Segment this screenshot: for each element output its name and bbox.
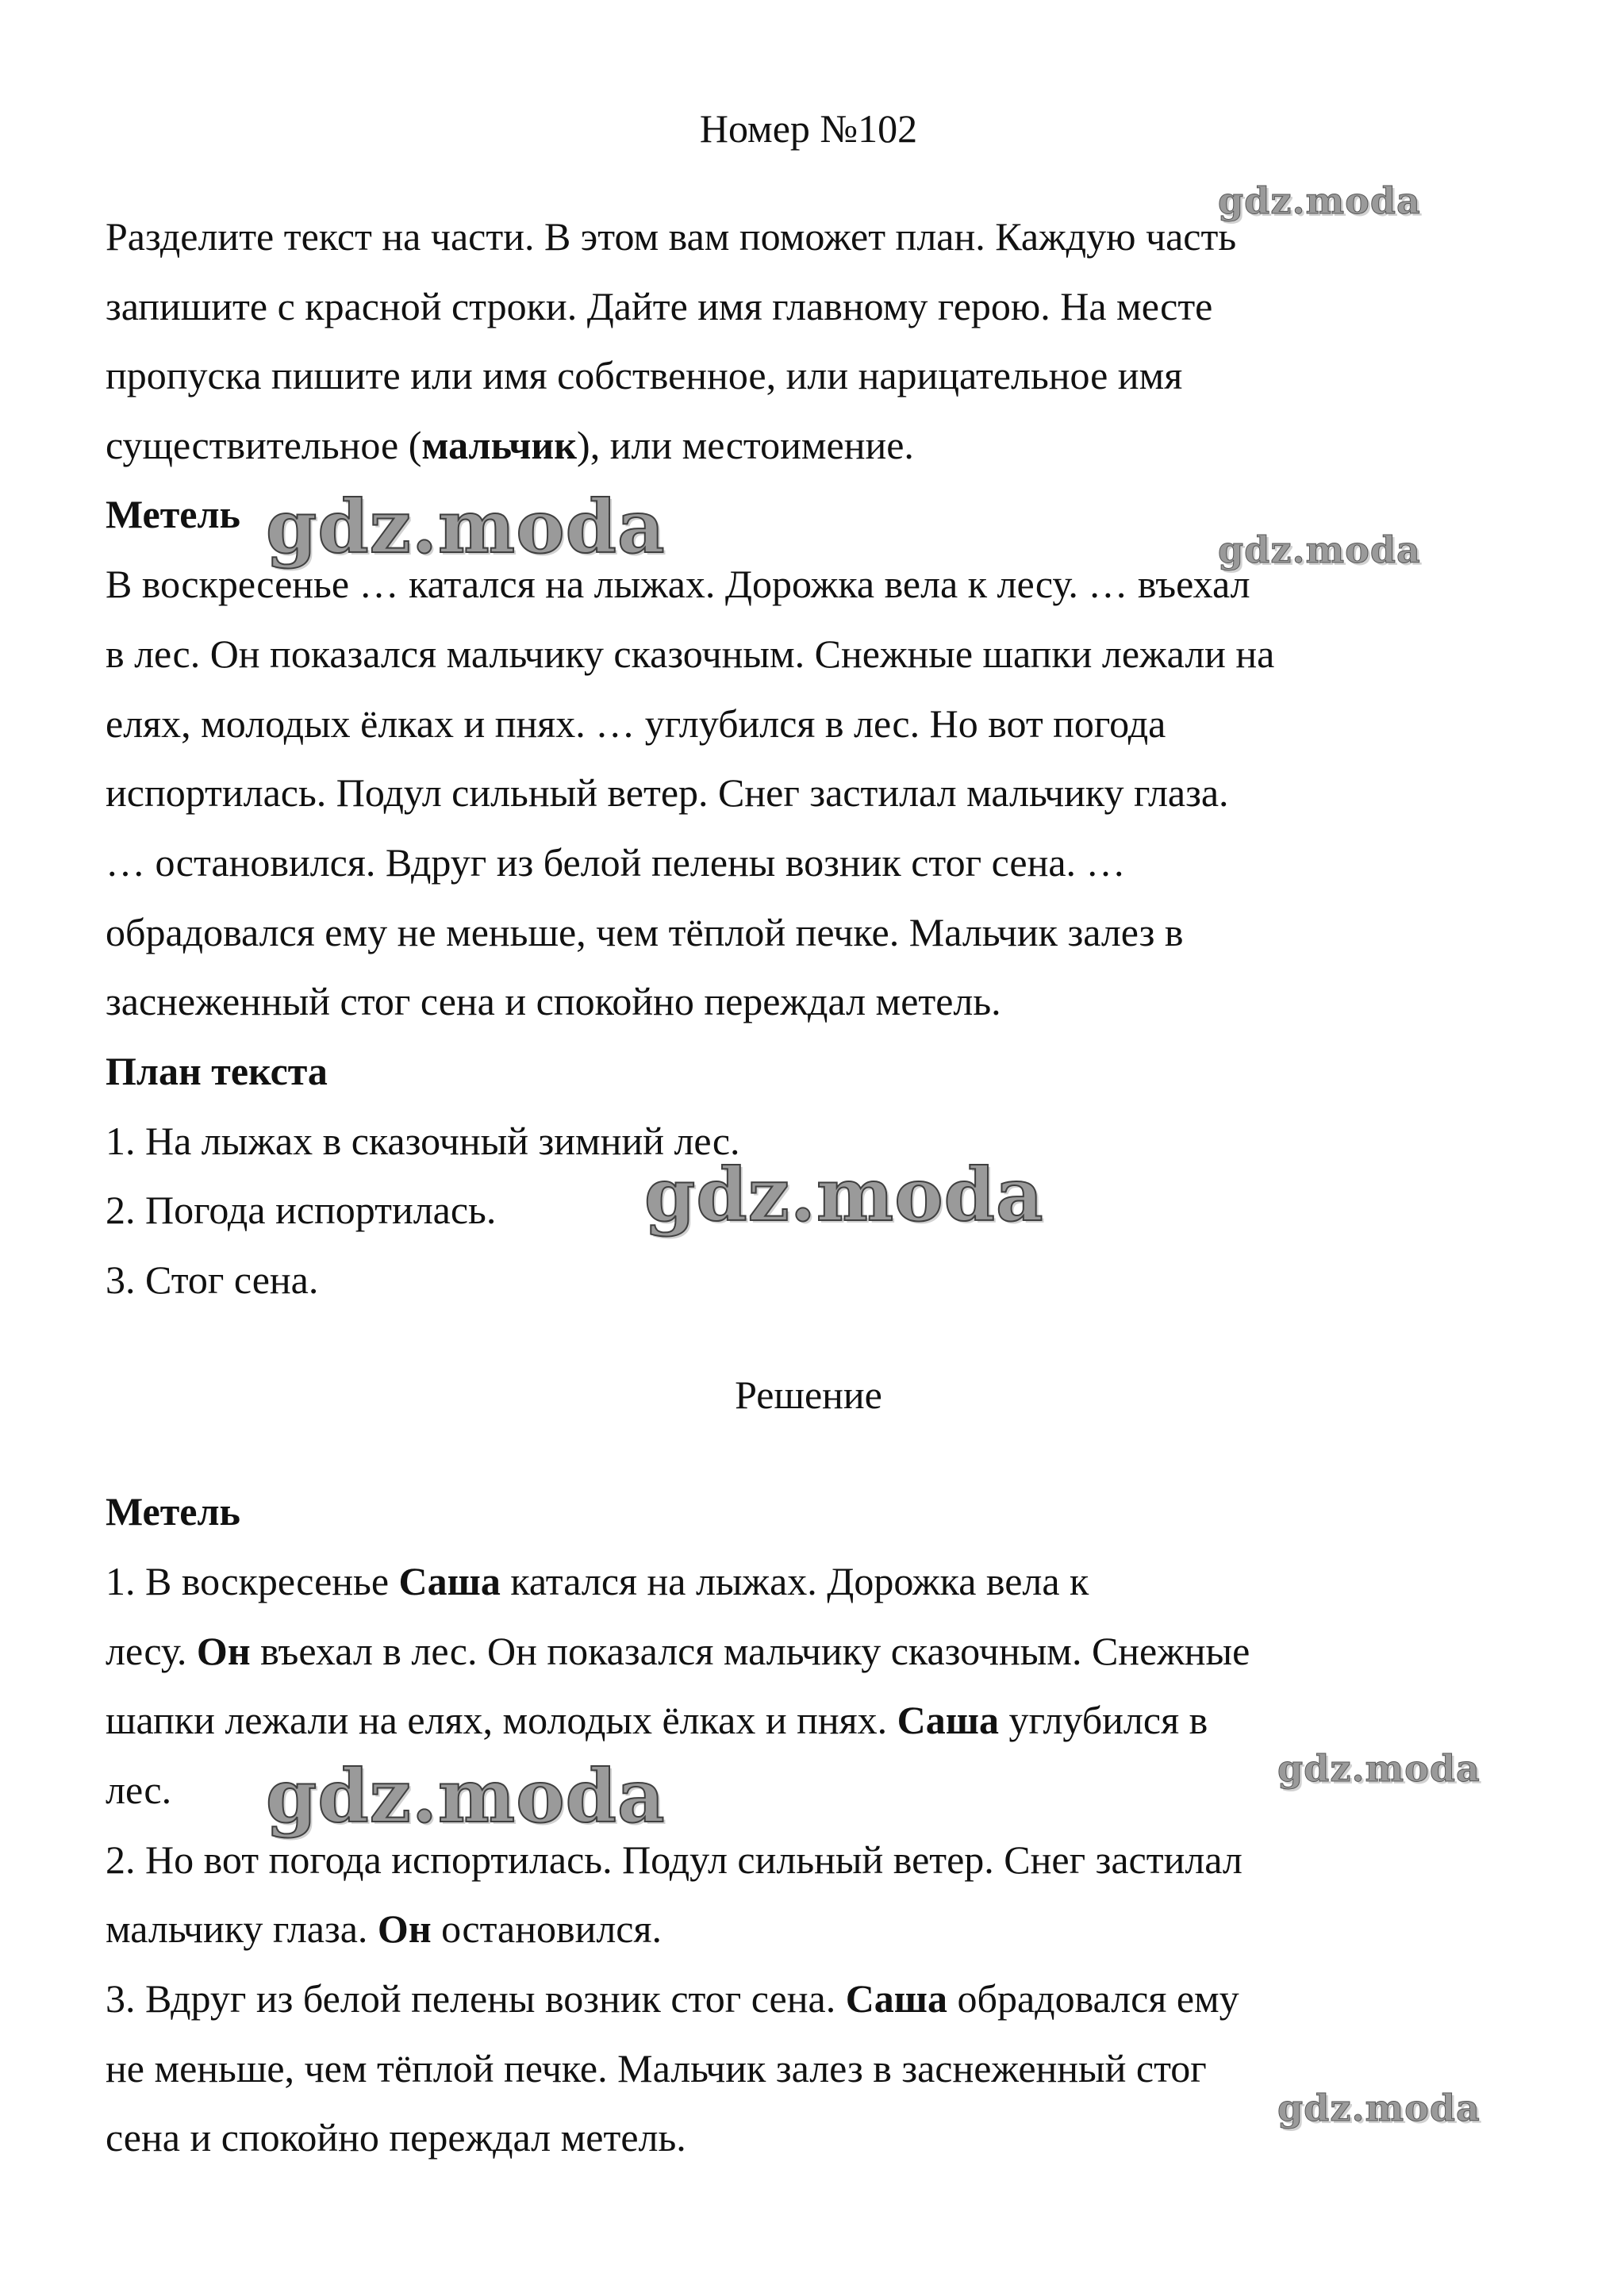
- exercise-line-4: испортилась. Подул сильный ветер. Снег застилал мальчику глаза.: [106, 770, 1229, 815]
- exercise-heading: Метель: [106, 492, 240, 536]
- solution-p3-line-2: не меньше, чем тёплой печке. Мальчик залез в заснеженный стог: [106, 2046, 1207, 2091]
- solution-p1-line-4: лес.: [106, 1768, 172, 1812]
- solution-p3-line-1: 3. Вдруг из белой пелены возник стог сена. Саша обрадовался ему: [106, 1976, 1239, 2021]
- exercise-line-3: елях, молодых ёлках и пнях. … углубился в лес. Но вот погода: [106, 701, 1166, 746]
- task-bold-word: мальчик: [421, 423, 578, 467]
- solution-p2-line-1: 2. Но вот погода испортилась. Подул сильный ветер. Снег застилал: [106, 1837, 1243, 1882]
- plan-item-1: 1. На лыжах в сказочный зимний лес.: [106, 1119, 740, 1163]
- solution-title: Решение: [735, 1373, 882, 1417]
- watermark: gdz.moda: [1277, 2087, 1481, 2129]
- plan-heading: План текста: [106, 1049, 328, 1093]
- task-line-1: Разделите текст на части. В этом вам поможет план. Каждую часть: [106, 214, 1237, 259]
- page-title: Номер №102: [699, 106, 918, 151]
- solution-p1-line-2: лесу. Он въехал в лес. Он показался мальчику сказочным. Снежные: [106, 1629, 1250, 1673]
- exercise-line-1: В воскресенье … катался на лыжах. Дорожка вела к лесу. … въехал: [106, 562, 1250, 606]
- exercise-line-7: заснеженный стог сена и спокойно переждал метель.: [106, 979, 1001, 1023]
- solution-heading: Метель: [106, 1489, 240, 1534]
- solution-p1-line-3: шапки лежали на елях, молодых ёлках и пнях. Саша углубился в: [106, 1698, 1208, 1742]
- task-line-3: пропуска пишите или имя собственное, или нарицательное имя: [106, 353, 1183, 397]
- watermark: gdz.moda: [1218, 528, 1421, 571]
- watermark: gdz.moda: [266, 1753, 666, 1839]
- solution-p3-line-3: сена и спокойно переждал метель.: [106, 2115, 686, 2160]
- plan-item-2: 2. Погода испортилась.: [106, 1188, 497, 1232]
- plan-item-3: 3. Стог сена.: [106, 1257, 319, 1302]
- exercise-line-2: в лес. Он показался мальчику сказочным. Снежные шапки лежали на: [106, 632, 1275, 676]
- exercise-line-5: … остановился. Вдруг из белой пелены возник стог сена. …: [106, 840, 1126, 885]
- solution-p1-line-1: 1. В воскресенье Саша катался на лыжах. Дорожка вела к: [106, 1559, 1089, 1603]
- exercise-line-6: обрадовался ему не меньше, чем тёплой печке. Мальчик залез в: [106, 910, 1184, 954]
- task-line-4: существительное (мальчик), или местоимение.: [106, 423, 914, 467]
- watermark: gdz.moda: [1218, 179, 1421, 222]
- task-line-2: запишите с красной строки. Дайте имя главному герою. На месте: [106, 284, 1213, 328]
- solution-p2-line-2: мальчику глаза. Он остановился.: [106, 1906, 662, 1951]
- watermark: gdz.moda: [1277, 1747, 1481, 1790]
- watermark: gdz.moda: [266, 484, 666, 570]
- watermark: gdz.moda: [644, 1152, 1044, 1238]
